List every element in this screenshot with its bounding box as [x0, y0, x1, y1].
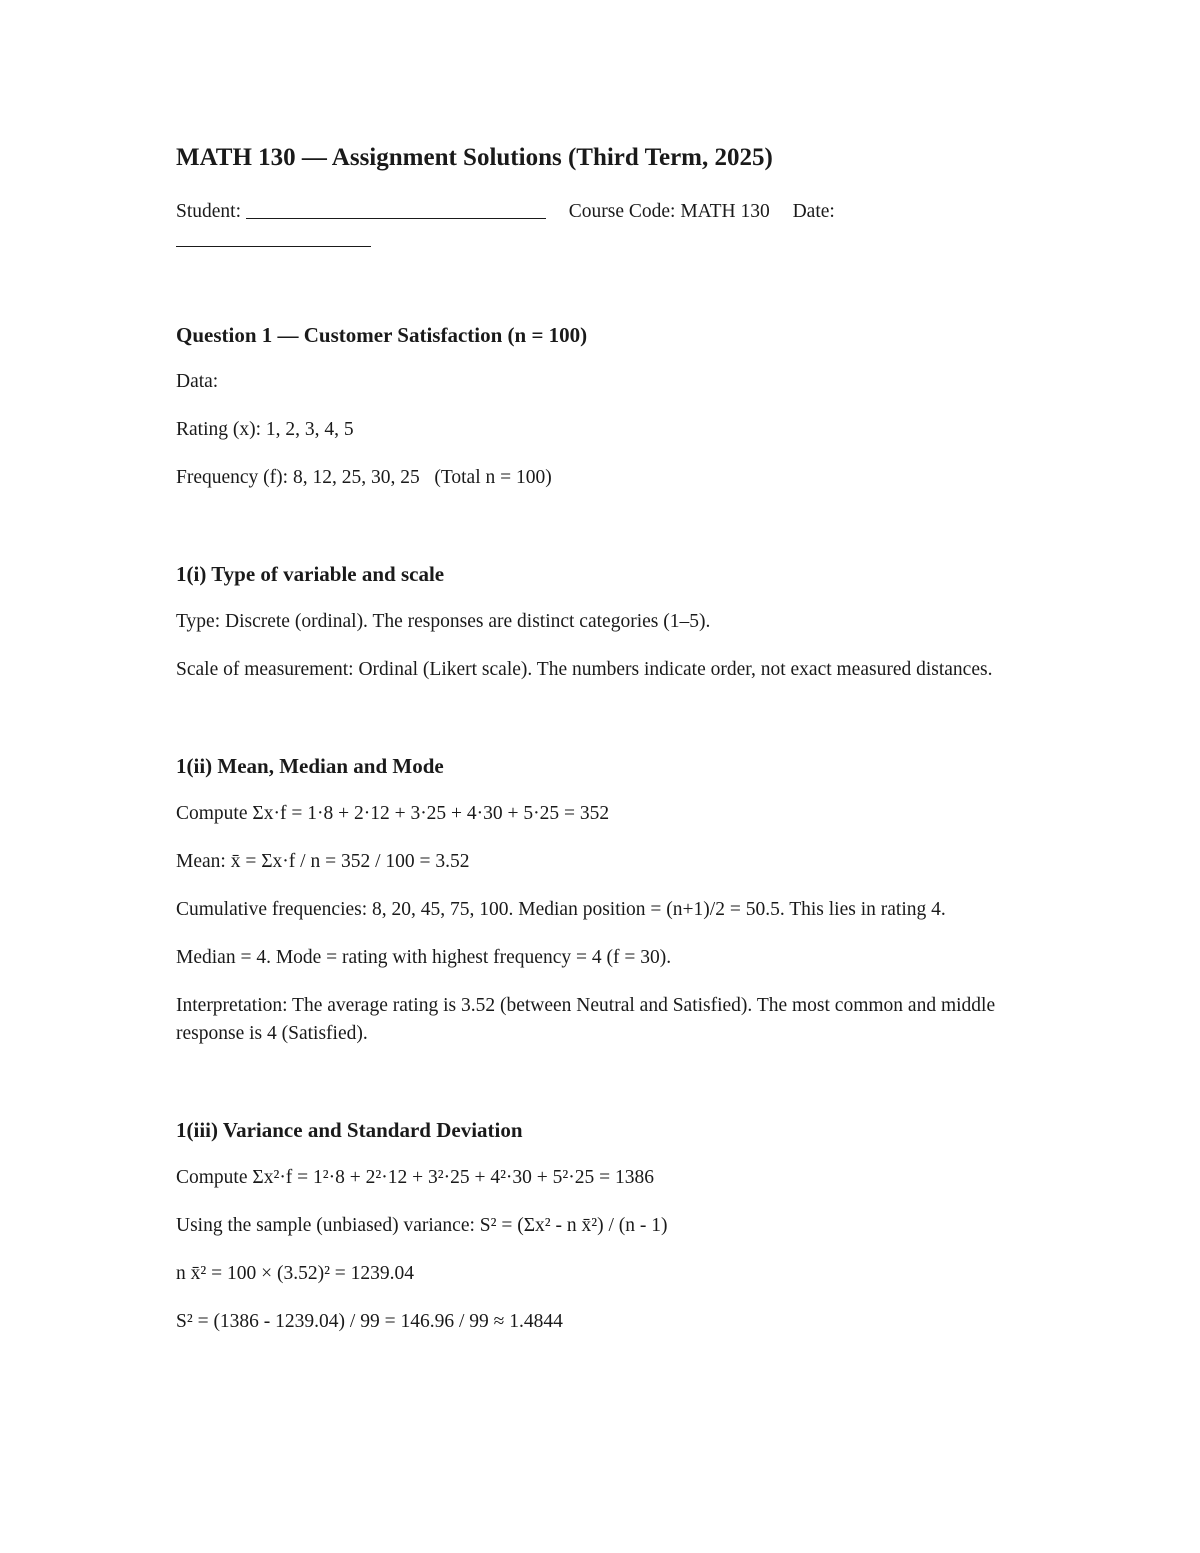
date-label: Date:	[792, 201, 835, 222]
data-label: Data:	[176, 371, 219, 392]
section-1i-heading: 1(i) Type of variable and scale	[176, 562, 445, 586]
rating-line: Rating (x): 1, 2, 3, 4, 5	[176, 419, 354, 440]
student-label: Student:	[176, 201, 242, 222]
section-1ii-cumulative: Cumulative frequencies: 8, 20, 45, 75, 100. Median position = (n+1)/2 = 50.5. This lies in rating 4.	[176, 899, 946, 920]
course-code-label: Course Code: MATH 130	[568, 201, 770, 222]
section-1iii-sum-squares: Compute Σx²·f = 1²·8 + 2²·12 + 3²·25 + 4²·30 + 5²·25 = 1386	[176, 1167, 654, 1188]
section-1iii-formula: Using the sample (unbiased) variance: S² = (Σx² - n x̄²) / (n - 1)	[176, 1215, 668, 1236]
section-1ii-mean: Mean: x̄ = Σx·f / n = 352 / 100 = 3.52	[176, 851, 470, 872]
section-1i-scale: Scale of measurement: Ordinal (Likert scale). The numbers indicate order, not exact measured distances.	[176, 659, 993, 680]
section-1ii-sum: Compute Σx·f = 1·8 + 2·12 + 3·25 + 4·30 + 5·25 = 352	[176, 803, 610, 824]
section-1ii-heading: 1(ii) Mean, Median and Mode	[176, 754, 444, 778]
section-1ii-interpretation: Interpretation: The average rating is 3.52 (between Neutral and Satisfied). The most common and middle response is 4 (Satisfied).	[176, 995, 996, 1044]
section-1iii-variance: S² = (1386 - 1239.04) / 99 = 146.96 / 99 ≈ 1.4844	[176, 1311, 563, 1332]
frequency-line: Frequency (f): 8, 12, 25, 30, 25 (Total n = 100)	[176, 467, 552, 488]
document-title: MATH 130 — Assignment Solutions (Third Term, 2025)	[176, 144, 773, 171]
student-blank-line	[246, 198, 546, 219]
section-1iii-heading: 1(iii) Variance and Standard Deviation	[176, 1118, 523, 1142]
date-blank-row	[176, 226, 1026, 250]
header-fields	[176, 198, 1026, 226]
section-1iii-n-xbar-squared: n x̄² = 100 × (3.52)² = 1239.04	[176, 1263, 415, 1284]
section-1ii-median-mode: Median = 4. Mode = rating with highest frequency = 4 (f = 30).	[176, 947, 672, 968]
question-1-heading: Question 1 — Customer Satisfaction (n = 100)	[176, 323, 588, 347]
document-body	[176, 140, 1026, 1336]
section-1i-type: Type: Discrete (ordinal). The responses are distinct categories (1–5).	[176, 611, 711, 632]
date-blank-line	[176, 226, 371, 247]
